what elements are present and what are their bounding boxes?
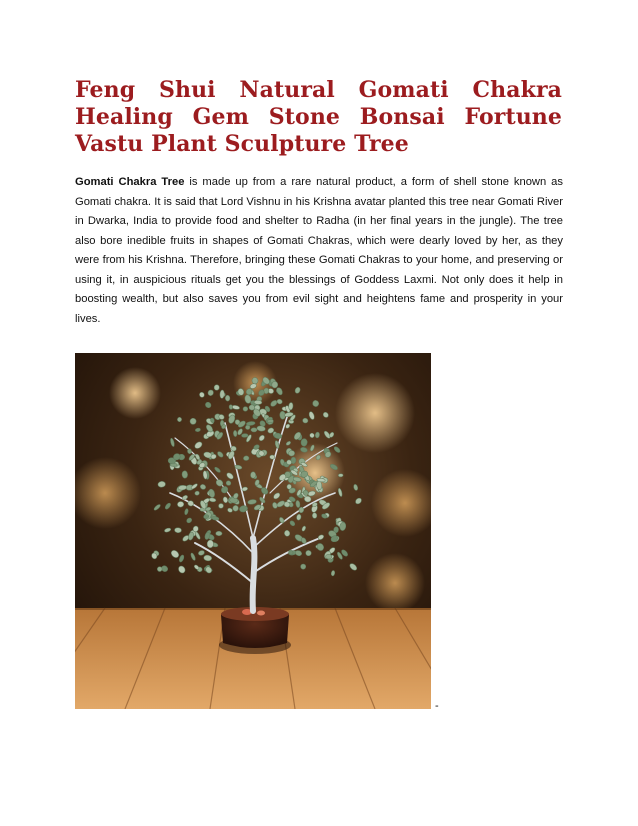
gem-leaf — [220, 390, 225, 399]
gem-leaf — [270, 455, 276, 460]
gem-leaf — [170, 463, 177, 467]
gem-leaf — [182, 471, 188, 479]
gem-leaf — [301, 438, 308, 446]
gem-leaf — [272, 381, 278, 388]
gem-leaf — [218, 503, 223, 508]
gem-leaf — [243, 406, 249, 411]
gem-leaf — [233, 430, 237, 436]
intro-bold-term: Gomati Chakra Tree — [75, 176, 185, 188]
gem-leaf — [216, 531, 222, 536]
gem-leaf — [325, 554, 332, 559]
intro-text: is made up from a rare natural product, a form of shell stone known as Gomati chakra. It is said that Lord Vishnu in his Krishna avatar planted this tree near Gomati River in Dwarka, India to provide food and shelter to Radha (in her final years in the jungle). The tree also bore inedible fruits in shapes of Gomati Chakras, which were dearly loved by her, as they were from his Krishna. Therefore, bringing these Gomati Chakras to your home, and preserving or using it, in auspicious rituals get you the blessings of Goddess Laxmi. Not only does it help in boosting wealth, but also saves you from evil sight and heightens fame and prosperity in your lives. — [75, 176, 563, 325]
gem-leaf — [243, 456, 249, 461]
gem-leaf — [338, 474, 343, 477]
gem-leaf — [254, 400, 262, 405]
gem-leaf — [174, 527, 181, 532]
document-title: Feng Shui Natural Gomati Chakra Healing Gem Stone Bonsai Fortune Vastu Plant Sculpture Tree — [75, 77, 562, 157]
gem-leaf — [250, 472, 256, 479]
gem-leaf — [267, 419, 273, 423]
gem-leaf — [225, 395, 230, 401]
trailing-dash: - — [435, 700, 439, 712]
gem-leaf — [249, 405, 255, 411]
gem-leaf — [287, 484, 292, 489]
gem-leaf — [312, 513, 317, 519]
gem-leaf — [158, 481, 166, 488]
gem-leaf — [241, 433, 248, 437]
product-photo — [75, 353, 431, 709]
gem-leaf — [214, 385, 220, 391]
intro-paragraph — [75, 173, 563, 329]
gem-leaf — [207, 540, 214, 548]
gem-leaf — [287, 460, 292, 465]
gem-leaf — [251, 428, 257, 432]
gem-leaf — [177, 501, 184, 507]
